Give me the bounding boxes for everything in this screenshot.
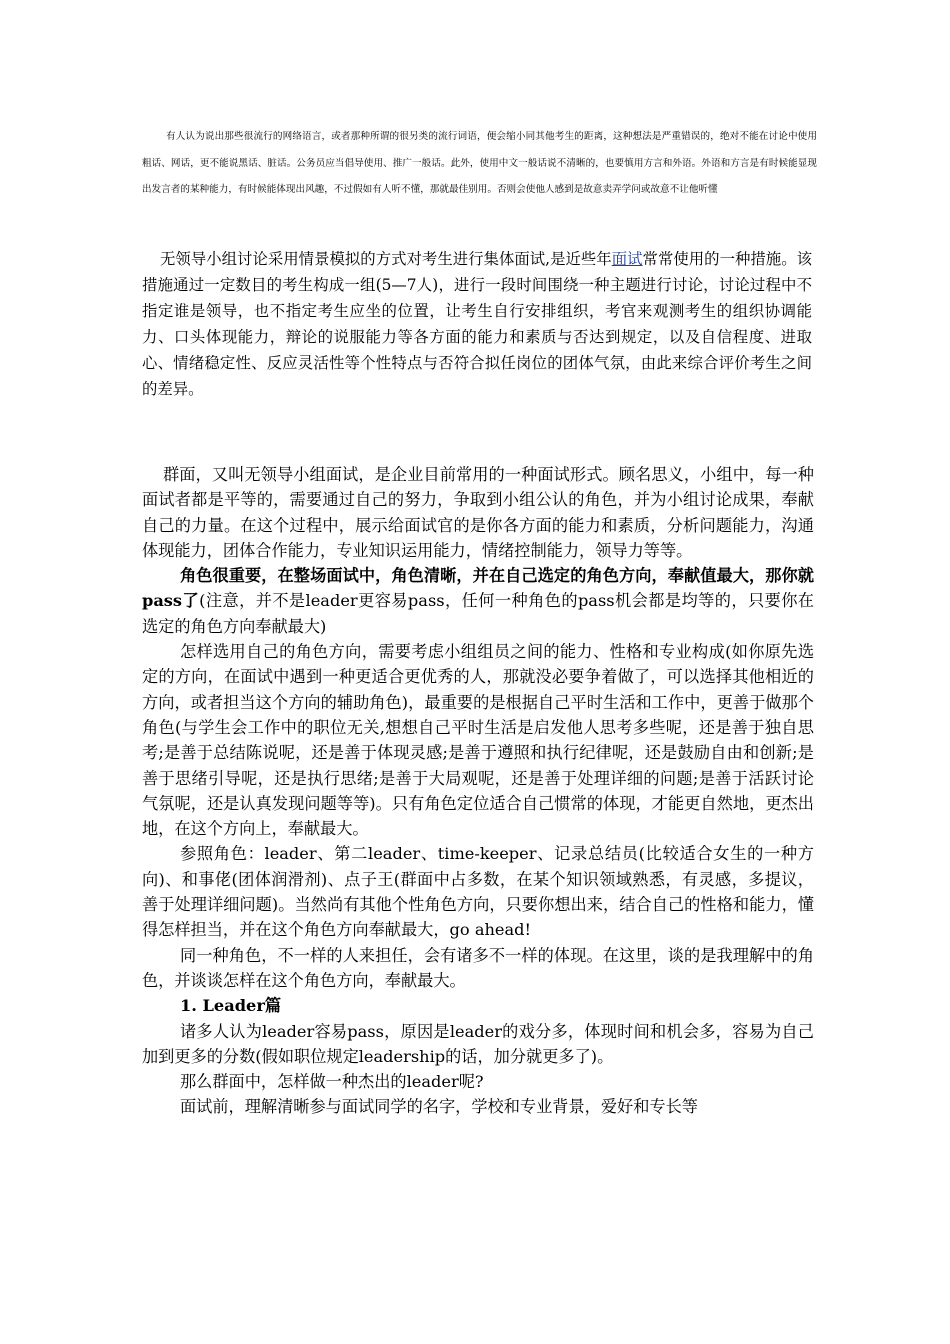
interview-link[interactable]: 面试 [611, 250, 643, 268]
before-interview-paragraph: 面试前，理解清晰参与面试同学的名字，学校和专业背景，爱好和专长等 [180, 1097, 698, 1117]
role-importance-note: (注意，并不是leader更容易pass，任何一种角色的pass机会都是均等的，只要你在选定的角色方向奉献最大) [142, 591, 814, 636]
role-importance-bold-text: 角色很重要，在整场面试中，角色清晰，并在自己选定的角色方向，奉献值最大，那你就pass了 [142, 566, 814, 611]
leader-question-paragraph: 那么群面中，怎样做一种杰出的leader呢? [180, 1072, 484, 1092]
dialect-note-paragraph: 有人认为说出那些很流行的网络语言，或者那种所谓的很另类的流行词语，便会缩小同其他考生的距离，这种想法是严重错误的，绝对不能在讨论中使用粗话、网话，更不能说黑话、脏话。公务员应当倡导使用、推广一般话。此外，使用中文一般话说不清晰的，也要慎用方言和外语。外语和方言是有时候能显现出发言者的某种能力，有时候能体现出风趣，不过假如有人听不懂，那就最佳别用。否则会使他人感到是故意卖弄学问或故意不让他听懂 [142, 131, 817, 195]
leader-heading-text: 1. Leader篇 [180, 996, 282, 1016]
leader-heading [142, 993, 814, 1018]
main-body [142, 462, 814, 1120]
intro-text-after-link: 常常使用的一种措施。该措施通过一定数目的考生构成一组(5—7人)，进行一段时间围绕一种主题进行讨论，讨论过程中不指定谁是领导，也不指定考生应坐的位置，让考生自行安排组织，考官来观测考生的组织协调能力、口头体现能力，辩论的说服能力等各方面的能力和素质与否达到规定，以及自信程度、进取心、情绪稳定性、反应灵活性等个性特点与否符合拟任岗位的团体气氛，由此来综合评价考生之间的差异。 [142, 250, 812, 398]
group-interview-paragraph: 群面，又叫无领导小组面试，是企业目前常用的一种面试形式。顾名思义，小组中，每一种面试者都是平等的，需要通过自己的努力，争取到小组公认的角色，并为小组讨论成果，奉献自己的力量。在这个过程中，展示给面试官的是你各方面的能力和素质，分析问题能力，沟通体现能力，团体合作能力，专业知识运用能力，情绪控制能力，领导力等等。 [142, 465, 814, 560]
leader-pass-paragraph: 诸多人认为leader容易pass，原因是leader的戏分多，体现时间和机会多，容易为自己加到更多的分数(假如职位规定leadership的话，加分就更多了)。 [142, 1021, 814, 1066]
choose-role-paragraph: 怎样选用自己的角色方向，需要考虑小组组员之间的能力、性格和专业构成(如你原先选定的方向，在面试中遇到一种更适合更优秀的人，那就没必要争着做了，可以选择其他相近的方向，或者担当这个方向的辅助角色)，最重要的是根据自己平时生活和工作中，更善于做那个角色(与学生会工作中的职位无关,想想自己平时生活是启发他人思考多些呢，还是善于独自思考;是善于总结陈说呢，还是善于体现灵感;是善于遵照和执行纪律呢，还是鼓励自由和创新;是善于思绪引导呢，还是执行思绪;是善于大局观呢，还是善于处理详细的问题;是善于活跃讨论气氛呢，还是认真发现问题等等)。只有角色定位适合自己惯常的体现，才能更自然地，更杰出地，在这个方向上，奉献最大。 [142, 642, 814, 839]
same-role-paragraph: 同一种角色，不一样的人来担任，会有诸多不一样的体现。在这里，谈的是我理解中的角色，并谈谈怎样在这个角色方向，奉献最大。 [142, 945, 814, 990]
intro-text-before-link: 无领导小组讨论采用情景模拟的方式对考生进行集体面试,是近些年 [160, 250, 612, 268]
reference-roles-paragraph: 参照角色：leader、第二leader、time-keeper、记录总结员(比较适合女生的一种方向)、和事佬(团体润滑剂)、点子王(群面中占多数，在某个知识领域熟悉，有灵感，多提议，善于处理详细问题)。当然尚有其他个性角色方向，只要你想出来，结合自己的性格和能力，懂得怎样担当，并在这个角色方向奉献最大，go ahead! [142, 844, 814, 940]
role-importance-paragraph [142, 563, 814, 639]
intro-paragraph [142, 246, 812, 402]
